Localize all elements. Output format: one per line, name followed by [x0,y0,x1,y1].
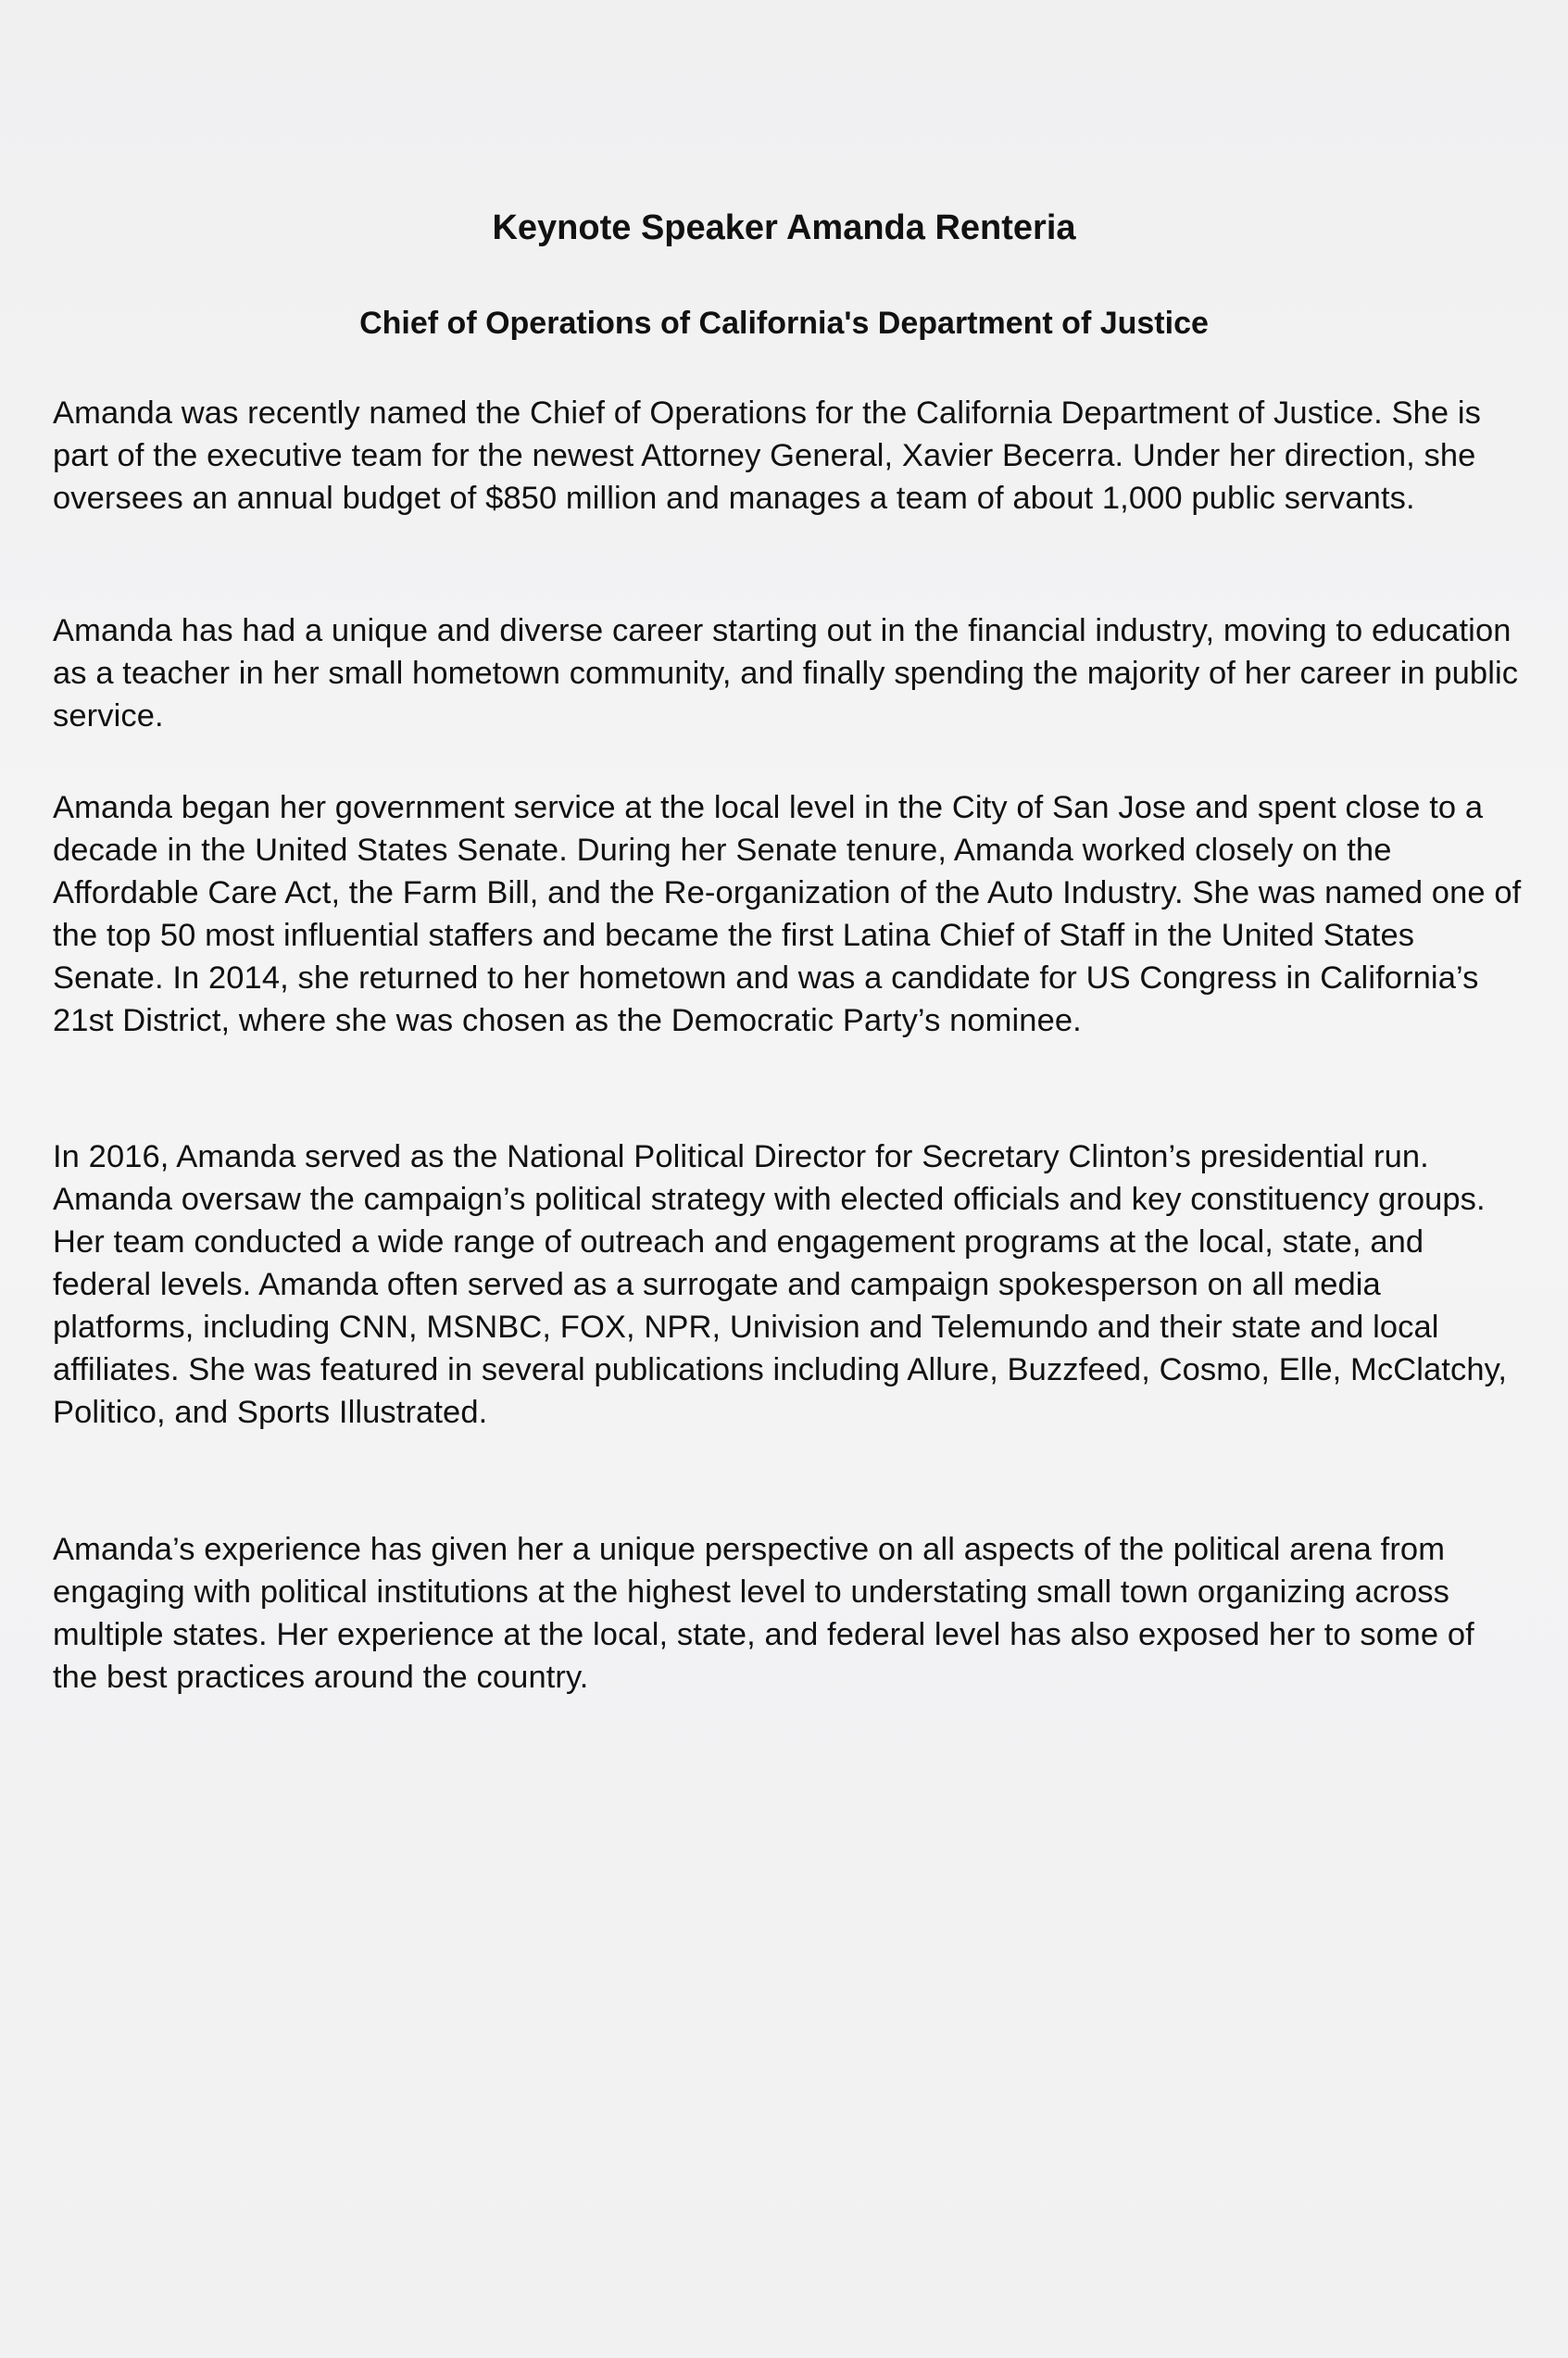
page-subtitle: Chief of Operations of California's Department of Justice [359,306,1209,341]
paragraph-4: In 2016, Amanda served as the National Political Director for Secretary Clinton’s presidential run. Amanda oversaw the campaign’s political strategy with elected officials and key constituency groups. Her team conducted a wide range of outreach and engagement programs at the local, state, and federal levels. Amanda often served as a surrogate and campaign spokesperson on all media platforms, including CNN, MSNBC, FOX, NPR, Univision and Telemundo and their state and local affiliates. She was featured in several publications including Allure, Buzzfeed, Cosmo, Elle, McClatchy, Politico, and Sports Illustrated. [53,1139,1508,1430]
paragraph-3: Amanda began her government service at the local level in the City of San Jose and spent close to a decade in the United States Senate. During her Senate tenure, Amanda worked closely on the Affordable Care Act, the Farm Bill, and the Re-organization of the Auto Industry. She was named one of the top 50 most influential staffers and became the first Latina Chief of Staff in the United States Senate. In 2014, she returned to her hometown and was a candidate for US Congress in California’s 21st District, where she was chosen as the Democratic Party’s nominee. [53,790,1522,1038]
page-title: Keynote Speaker Amanda Renteria [492,208,1076,247]
paragraph-1: Amanda was recently named the Chief of Operations for the California Department of Justice. She is part of the executive team for the newest Attorney General, Xavier Becerra. Under her direction, she oversees an annual budget of $850 million and manages a team of about 1,000 public servants. [53,395,1481,516]
paragraph-5: Amanda’s experience has given her a unique perspective on all aspects of the political arena from engaging with political institutions at the highest level to understating small town organizing across multiple states. Her experience at the local, state, and federal level has also exposed her to some of the best practices around the country. [53,1532,1474,1695]
paragraph-2: Amanda has had a unique and diverse career starting out in the financial industry, moving to education as a teacher in her small hometown community, and finally spending the majority of her career in public service. [53,613,1519,734]
